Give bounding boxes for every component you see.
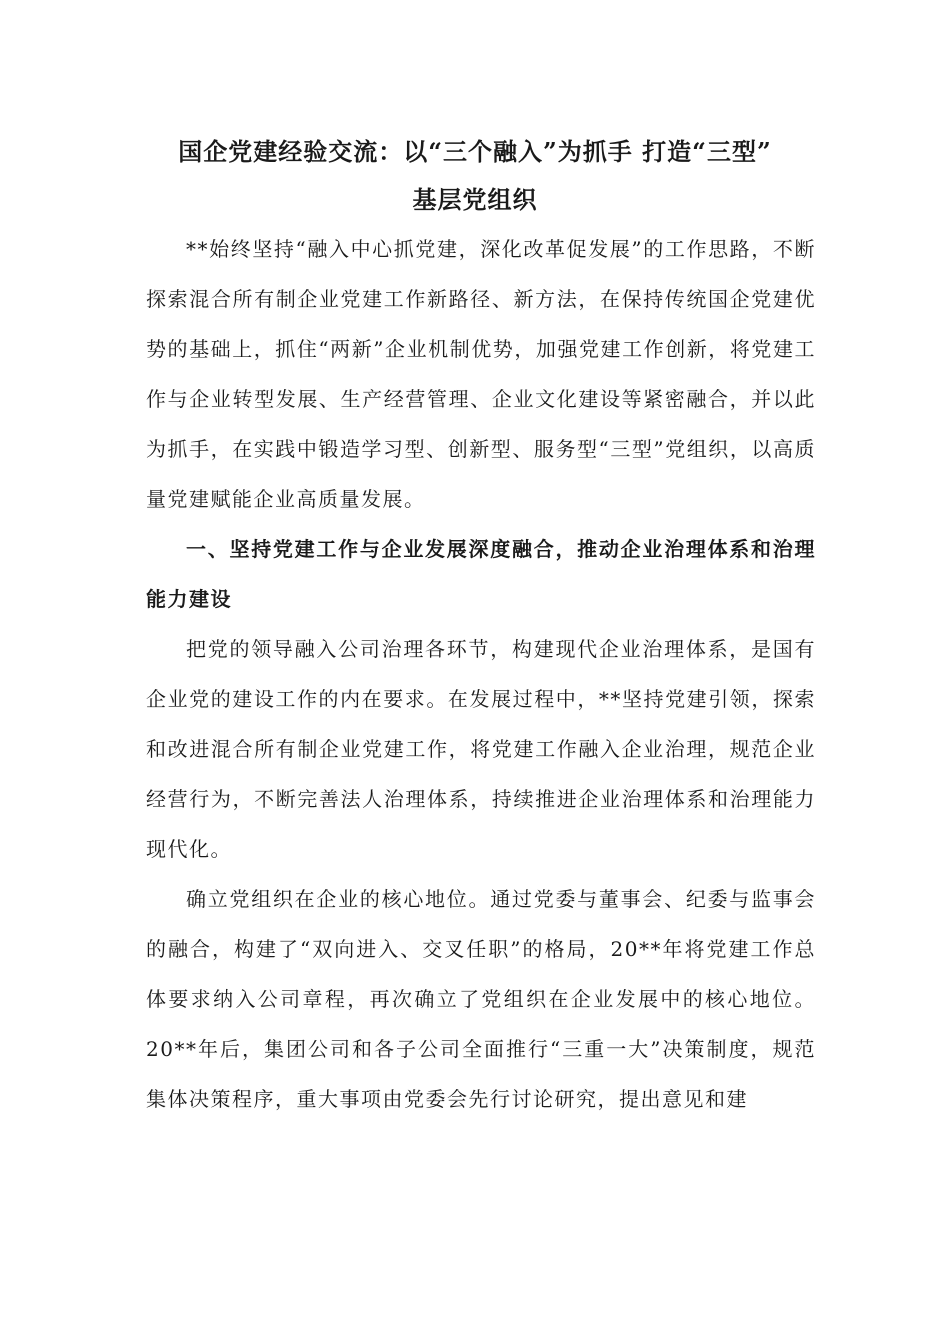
section-heading-1: 一、坚持党建工作与企业发展深度融合，推动企业治理体系和治理能力建设 xyxy=(146,537,816,611)
section-1-paragraph-2: 确立党组织在企业的核心地位。通过党委与董事会、纪委与监事会的融合，构建了“双向进入、交叉任职”的格局，20**年将党建工作总体要求纳入公司章程，再次确立了党组织在企业发展中的核心地位。20**年后，集团公司和各子公司全面推行“三重一大”决策制度，规范集体决策程序，重大事项由党委会先行讨论研究，提出意见和建 xyxy=(146,887,816,1111)
intro-paragraph: **始终坚持“融入中心抓党建，深化改革促发展”的工作思路，不断探索混合所有制企业党建工作新路径、新方法，在保持传统国企党建优势的基础上，抓住“两新”企业机制优势，加强党建工作创新，将党建工作与企业转型发展、生产经营管理、企业文化建设等紧密融合，并以此为抓手，在实践中锻造学习型、创新型、服务型“三型”党组织，以高质量党建赋能企业高质量发展。 xyxy=(146,237,816,511)
title-line-1: 国企党建经验交流：以“三个融入”为抓手 打造“三型” xyxy=(178,137,772,166)
document-title xyxy=(146,128,804,224)
section-1-paragraph-1: 把党的领导融入公司治理各环节，构建现代企业治理体系，是国有企业党的建设工作的内在要求。在发展过程中，**坚持党建引领，探索和改进混合所有制企业党建工作，将党建工作融入企业治理，规范企业经营行为，不断完善法人治理体系，持续推进企业治理体系和治理能力现代化。 xyxy=(146,637,816,861)
title-line-2: 基层党组织 xyxy=(412,185,538,214)
document-body xyxy=(146,224,816,1124)
